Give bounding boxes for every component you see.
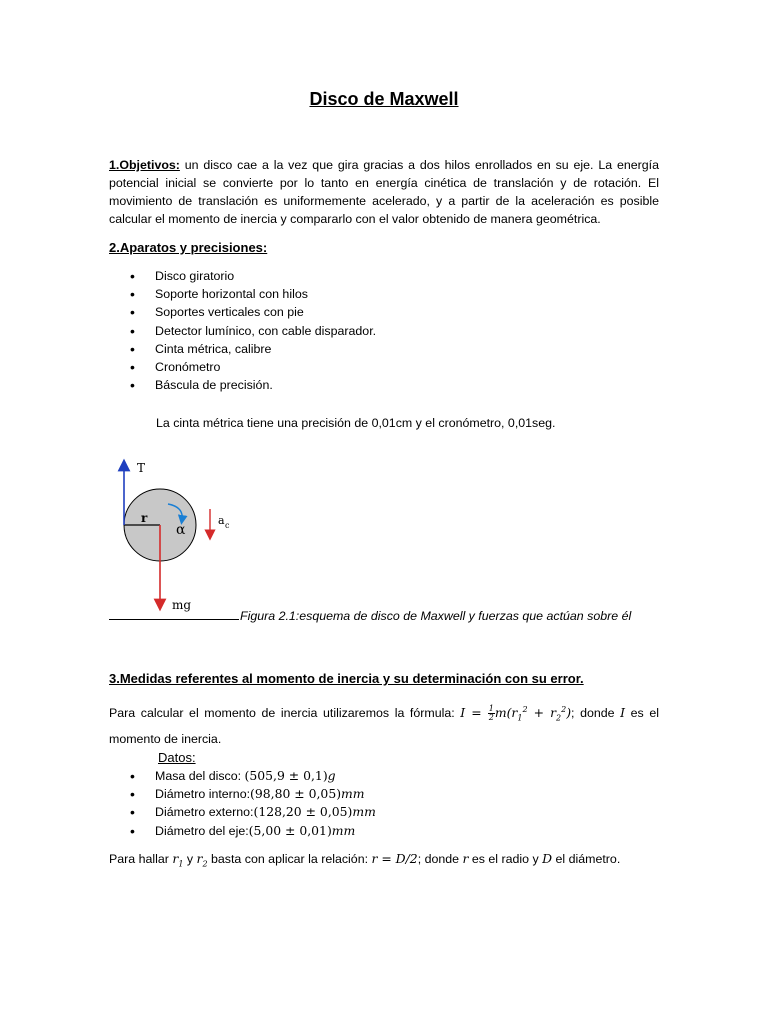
maxwell-disc-diagram [110,455,270,615]
page-title: Disco de Maxwell [309,89,459,109]
measures-heading: 3.Medidas referentes al momento de inercia y su determinación con su error. [109,671,584,686]
caption-rule [109,619,239,620]
inertia-formula: I = $\frac{1}{2}$ $m(r_1^2 + r_2^2)$ [460,704,572,723]
apparatus-list [109,267,376,394]
apparatus-heading: 2.Aparatos y precisiones: [109,240,268,255]
inertia-formula-paragraph: Para calcular el momento de inercia utilizaremos la fórmula: I = $\frac{1}{2}$ $m(r_1^2 + r_2^2)$; donde I es el momento de inercia. [109,704,659,746]
list-item: • Báscula de precisión. [109,376,376,394]
figure-caption: Figura 2.1:esquema de disco de Maxwell y fuerzas que actúan sobre él [109,609,631,623]
weight-label: mg [172,598,192,612]
list-item: • Soporte horizontal con hilos [109,285,376,303]
list-item: • Masa del disco: (505,9 ± 0,1)g [109,767,376,785]
radius-label: r [141,511,148,525]
precision-note: La cinta métrica tiene una precisión de 0,01cm y el cronómetro, 0,01seg. [156,416,556,430]
list-item: • Soportes verticales con pie [109,303,376,321]
objectives-paragraph [109,156,659,228]
data-list [109,767,376,840]
data-heading: Datos: [158,750,196,765]
objectives-heading: 1.Objetivos: [109,158,180,172]
tension-label: T [137,461,146,475]
acceleration-subscript: c [225,521,230,530]
list-item: • Cronómetro [109,358,376,376]
list-item: • Diámetro interno:(98,80 ± 0,05)mm [109,785,376,803]
list-item: • Diámetro externo:(128,20 ± 0,05)mm [109,803,376,821]
acceleration-label: a [218,514,225,527]
list-item: • Diámetro del eje:(5,00 ± 0,01)mm [109,822,376,840]
list-item: • Detector lumínico, con cable disparador. [109,322,376,340]
radius-relation-paragraph: Para hallar $r_1$ y $r_2$ basta con aplicar la relación: r = D/2; donde r es el radio y D el diámetro. [109,851,621,869]
objectives-text: un disco cae a la vez que gira gracias a dos hilos enrollados en su eje. La energía potencial inicial se convierte por lo tanto en energía cinética de translación y de rotación. El movimiento de translación es uniformemente acelerado, y a partir de la aceleración es posible calcular el momento de inercia y compararlo con el valor obtenido de manera geométrica. [109,158,659,226]
list-item: • Disco giratorio [109,267,376,285]
alpha-label: α [176,522,186,538]
list-item: • Cinta métrica, calibre [109,340,376,358]
